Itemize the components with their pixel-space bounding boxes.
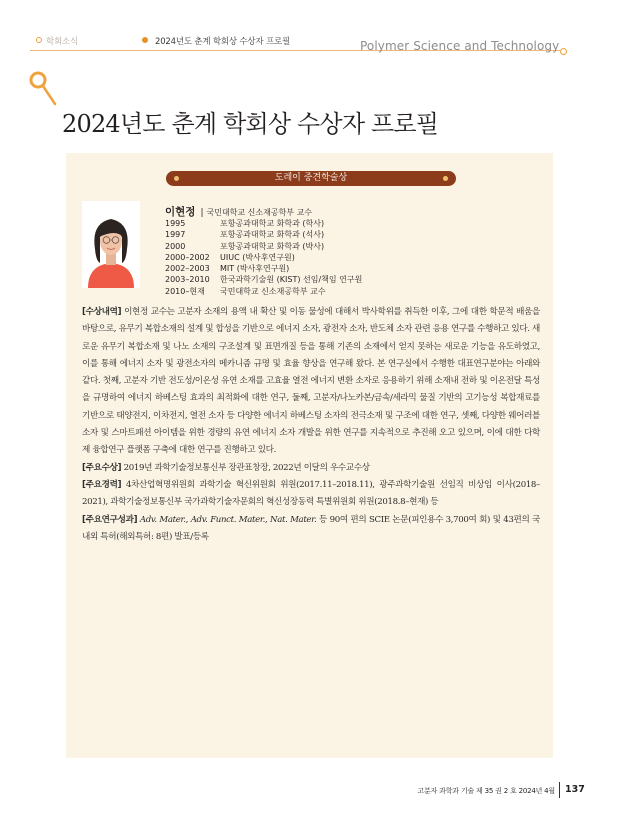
honors-paragraph — [82, 460, 540, 477]
career-list — [165, 218, 465, 297]
career-year: 2000–2002 — [165, 252, 210, 262]
career-row — [165, 229, 465, 240]
career-row — [165, 263, 465, 274]
research-paragraph — [82, 512, 540, 547]
career-year: 1997 — [165, 230, 186, 240]
experience-paragraph — [82, 477, 540, 512]
career-year: 2010–현재 — [165, 286, 205, 296]
recipient-name: 이현정 — [165, 206, 196, 218]
header-section: 학회소식 — [46, 37, 79, 47]
profile-body — [82, 304, 540, 546]
career-row — [165, 252, 465, 263]
career-year: 1995 — [165, 219, 186, 228]
research-label: [주요연구성과] — [82, 514, 138, 525]
career-detail: 포항공과대학교 화학과 (석사) — [220, 230, 325, 240]
header-dot-icon — [142, 37, 148, 43]
career-row — [165, 218, 465, 229]
journal-name: Polymer Science and Technology — [360, 39, 560, 53]
career-detail: 국민대학교 신소재공학부 교수 — [220, 286, 326, 296]
recipient-heading — [165, 200, 312, 219]
experience-text: 4차산업혁명위원회 과학기술 혁신위원회 위원(2017.11–2018.11), 광주과학기술원 선임직 비상임 이사(2018–2021), 과학기술정보통신부 국가과학기술자문회의 혁신성장동력 특별위원회 위원(2018.8–현재) 등 — [82, 479, 540, 508]
footer-divider — [559, 782, 560, 798]
footer-citation: 고분자 과학과 기술 제 35 권 2 호 2024년 4월 — [417, 787, 555, 795]
experience-label: [주요경력] — [82, 479, 122, 490]
banner-dot-right-icon — [443, 176, 448, 181]
award-detail-text: 이현정 교수는 고분자 소재의 용액 내 확산 및 이동 물성에 대해서 박사학위를 취득한 이후, 그에 대한 학문적 배움을 바탕으로, 유무기 복합소재의 설계 및 합성을 기반으로 에너지 소자, 광전자 소자, 반도체 소자 관련 응용 연구를 수행하고 있다. 새로운 유무기 복합소재 및 나노 소재의 구조설계 및 표면개질 등을 통해 기존의 소재에서 얻지 못하는 새로운 기능을 유도하였고, 이를 통해 에너지 소자 및 광전소자의 메카니즘 규명 및 효율 향상을 연구해 왔다. 본 연구실에서 수행한 대표연구분야는 아래와 같다. 첫째, 고분자 기반 전도성/이온성 유연 소재를 고효율 열전 에너지 변환 소자로 응용하기 위해 소재내 전하 및 이온전달 특성을 규명하여 에너지 하베스팅 효과의 최적화에 대한 연구, 둘째, 고분자/나노카본/금속/세라믹 물질 기반의 고기능성 복합재료를 기반으로 태양전지, 이차전지, 열전 소자 등 다양한 에너지 하베스팅 소자의 전극소재 및 구조에 대한 연구, 셋째, 다양한 웨어러블 소자 및 스마트패션 아이템을 위한 경량의 유연 에너지 소자 개발을 위한 연구를 지속적으로 추진해 오고 있으며, 이에 대한 다학제 융합연구 플랫폼 구축에 대한 연구를 진행하고 있다. — [82, 307, 540, 456]
award-name: 도레이 중견학술상 — [274, 173, 348, 183]
career-row — [165, 286, 465, 297]
award-detail-label: [수상내역] — [82, 307, 122, 317]
name-separator: | — [200, 208, 204, 218]
page-title: 2024년도 춘계 학회상 수상자 프로필 — [62, 110, 439, 138]
career-detail: UIUC (박사후연구원) — [220, 252, 295, 262]
header-subsection: 2024년도 춘계 학회상 수상자 프로필 — [155, 37, 290, 47]
honors-text: 2019년 과학기술정보통신부 장관표창장, 2022년 이달의 우수교수상 — [123, 462, 370, 473]
award-detail-paragraph — [82, 304, 540, 460]
banner-dot-left-icon — [174, 176, 179, 181]
header-ring-icon — [36, 37, 42, 43]
page-number: 137 — [565, 784, 585, 795]
recipient-photo — [82, 201, 140, 288]
career-detail: 포항공과대학교 화학과 (박사) — [220, 241, 325, 251]
research-journals: Adv. Mater., Adv. Funct. Mater., Nat. Mater. — [139, 514, 317, 525]
header-ring-end-icon — [560, 48, 567, 55]
honors-label: [주요수상] — [82, 462, 122, 473]
recipient-affiliation: 국민대학교 신소재공학부 교수 — [206, 208, 313, 217]
career-row — [165, 241, 465, 252]
career-year: 2003–2010 — [165, 275, 210, 285]
career-detail: 포항공과대학교 화학과 (학사) — [220, 219, 325, 228]
career-year: 2002–2003 — [165, 264, 210, 274]
portrait-image — [82, 201, 140, 288]
career-row — [165, 274, 465, 285]
magnifier-ring-icon — [28, 70, 62, 110]
research-text: 등 90여 편의 SCIE 논문(피인용수 3,700여 회) 및 43편의 국내외 특허(해외특허: 8편) 발표/등록 — [82, 514, 540, 542]
career-year: 2000 — [165, 241, 186, 251]
award-banner — [166, 171, 456, 186]
career-detail: MIT (박사후연구원) — [220, 264, 290, 274]
career-detail: 한국과학기술원 (KIST) 선임/책임 연구원 — [220, 275, 363, 285]
